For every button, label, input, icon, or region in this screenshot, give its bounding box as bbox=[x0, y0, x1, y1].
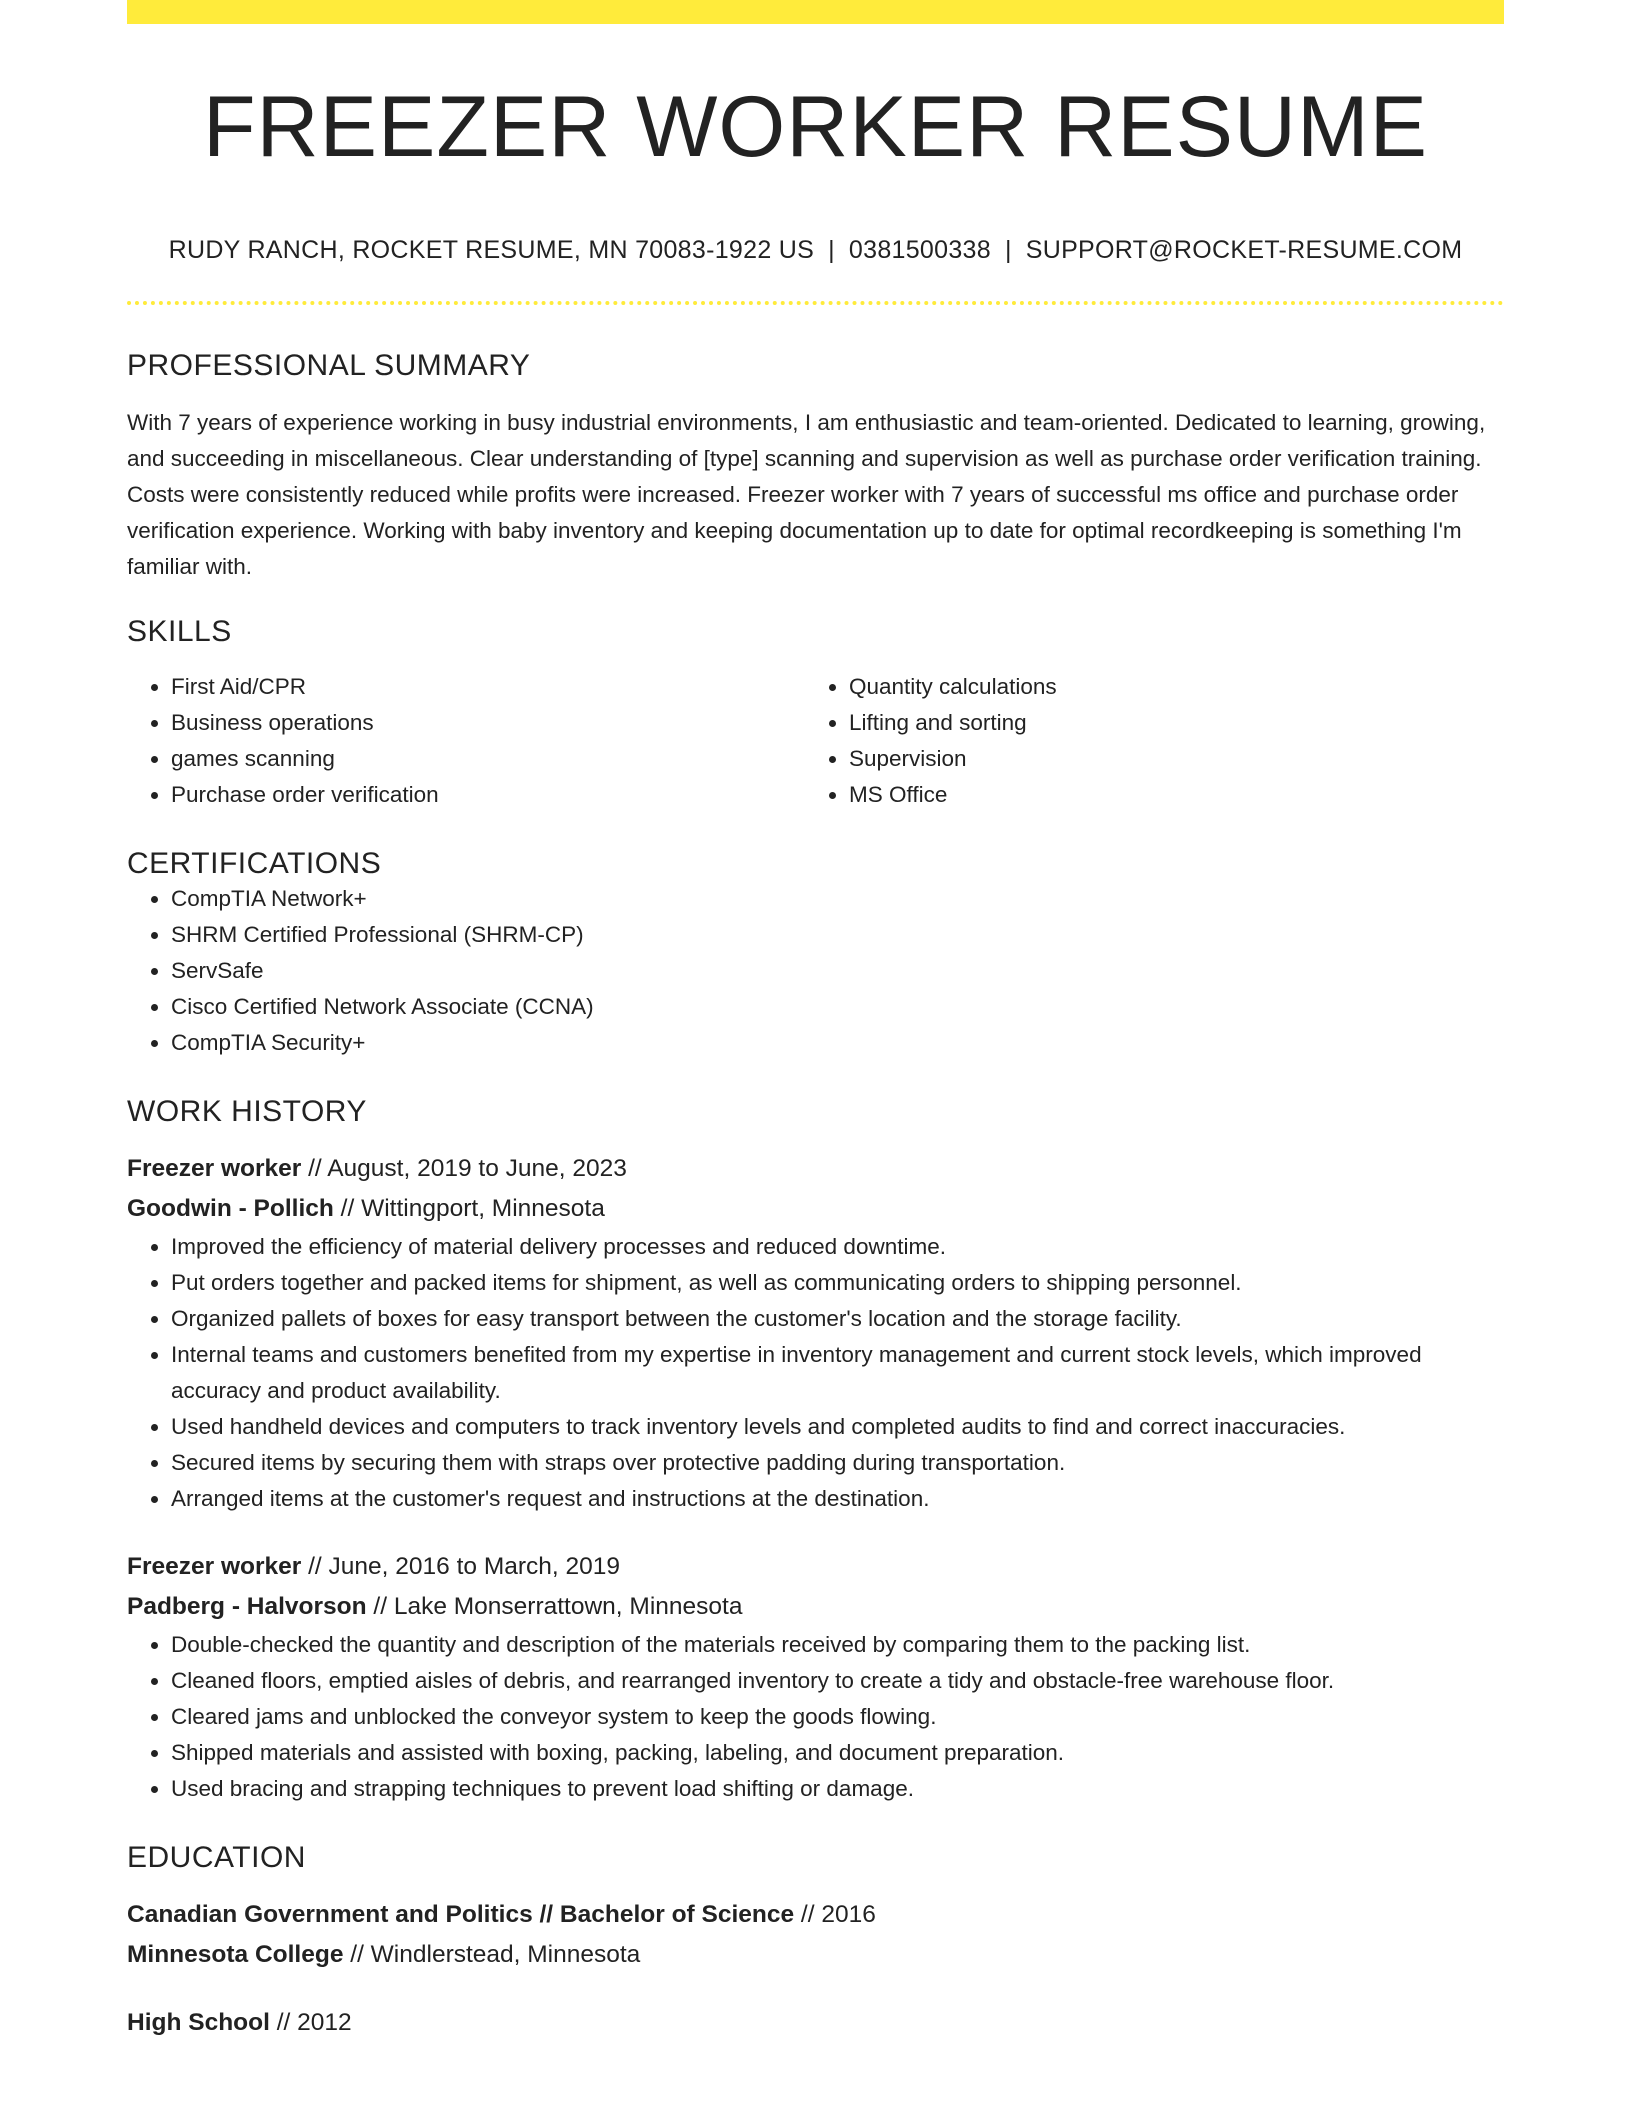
top-accent-bar bbox=[127, 0, 1504, 24]
job-duty: • Cleaned floors, emptied aisles of debris, and rearranged inventory to create a tidy and obstacle-free warehouse floor. bbox=[171, 1663, 1504, 1699]
certification-item: • Cisco Certified Network Associate (CCNA) bbox=[171, 989, 1504, 1025]
certification-item: • CompTIA Security+ bbox=[171, 1025, 1504, 1061]
education-degree-line bbox=[127, 2003, 1504, 2043]
job-duty: • Organized pallets of boxes for easy transport between the customer's location and the storage facility. bbox=[171, 1301, 1504, 1337]
job-duty: • Used bracing and strapping techniques to prevent load shifting or damage. bbox=[171, 1771, 1504, 1807]
job-entry bbox=[127, 1149, 1504, 1517]
certification-item: • SHRM Certified Professional (SHRM-CP) bbox=[171, 917, 1504, 953]
job-title: Freezer worker bbox=[127, 1155, 302, 1182]
contact-phone: 0381500338 bbox=[848, 236, 991, 264]
skills-right-column bbox=[805, 669, 1483, 813]
job-company-line bbox=[127, 1189, 1504, 1229]
education-degree-line bbox=[127, 1895, 1504, 1935]
skill-item: • Supervision bbox=[849, 741, 1483, 777]
contact-line bbox=[127, 236, 1504, 265]
education-entry bbox=[127, 1895, 1504, 1975]
education-year: // 2016 bbox=[794, 1901, 876, 1928]
job-location: // Lake Monserrattown, Minnesota bbox=[366, 1593, 743, 1620]
summary-heading: PROFESSIONAL SUMMARY bbox=[127, 349, 531, 382]
skill-item: • Purchase order verification bbox=[171, 777, 805, 813]
education-school-line bbox=[127, 1935, 1504, 1975]
contact-address: RUDY RANCH, ROCKET RESUME, MN 70083-1922 US bbox=[168, 236, 815, 264]
job-duty: • Double-checked the quantity and description of the materials received by comparing them to the packing list. bbox=[171, 1627, 1504, 1663]
job-title: Freezer worker bbox=[127, 1553, 302, 1580]
job-title-line bbox=[127, 1547, 1504, 1587]
job-location: // Wittingport, Minnesota bbox=[333, 1195, 605, 1222]
certification-item: • CompTIA Network+ bbox=[171, 881, 1504, 917]
education-heading: EDUCATION bbox=[127, 1841, 306, 1874]
education-degree: Canadian Government and Politics // Bachelor of Science bbox=[127, 1901, 795, 1928]
job-dates: // August, 2019 to June, 2023 bbox=[301, 1155, 627, 1182]
job-title-line bbox=[127, 1149, 1504, 1189]
job-duty: • Cleared jams and unblocked the conveyor system to keep the goods flowing. bbox=[171, 1699, 1504, 1735]
certifications-heading: CERTIFICATIONS bbox=[127, 847, 382, 880]
skill-item: • Lifting and sorting bbox=[849, 705, 1483, 741]
job-duty: • Arranged items at the customer's request and instructions at the destination. bbox=[171, 1481, 1504, 1517]
job-duty: • Put orders together and packed items for shipment, as well as communicating orders to shipping personnel. bbox=[171, 1265, 1504, 1301]
skill-item: • Business operations bbox=[171, 705, 805, 741]
education-school: Minnesota College bbox=[127, 1941, 344, 1968]
resume-page bbox=[127, 0, 1504, 2043]
skills-grid bbox=[127, 669, 1504, 813]
contact-separator: | bbox=[1004, 236, 1012, 264]
education-year: // 2012 bbox=[269, 2009, 352, 2036]
job-duties-list bbox=[127, 1229, 1504, 1517]
skill-item: • games scanning bbox=[171, 741, 805, 777]
job-company: Padberg - Halvorson bbox=[127, 1593, 367, 1620]
skills-heading: SKILLS bbox=[127, 615, 232, 648]
education-location: // Windlerstead, Minnesota bbox=[343, 1941, 641, 1968]
job-duties-list bbox=[127, 1627, 1504, 1807]
skills-left-column bbox=[127, 669, 805, 813]
job-duty: • Shipped materials and assisted with boxing, packing, labeling, and document preparation. bbox=[171, 1735, 1504, 1771]
summary-text: With 7 years of experience working in busy industrial environments, I am enthusiastic and team-oriented. Dedicated to learning, growing, and succeeding in miscellaneous. Clear understanding of [type] scanning and supervision as well as purchase order verification training. Costs were consistently reduced while profits were increased. Freezer worker with 7 years of successful ms office and purchase order verification experience. Working with baby inventory and keeping documentation up to date for optimal recordkeeping is something I'm familiar with. bbox=[127, 410, 1486, 579]
contact-email: SUPPORT@ROCKET-RESUME.COM bbox=[1025, 236, 1463, 264]
dotted-divider bbox=[127, 301, 1504, 305]
education-degree: High School bbox=[127, 2009, 270, 2036]
certification-item: • ServSafe bbox=[171, 953, 1504, 989]
skill-item: • MS Office bbox=[849, 777, 1483, 813]
contact-separator: | bbox=[828, 236, 835, 264]
job-duty: • Internal teams and customers benefited from my expertise in inventory management and current stock levels, which improved accuracy and product availability. bbox=[171, 1337, 1504, 1409]
job-duty: • Secured items by securing them with straps over protective padding during transportation. bbox=[171, 1445, 1504, 1481]
certifications-list bbox=[127, 881, 1504, 1061]
job-entry bbox=[127, 1547, 1504, 1807]
job-duty: • Improved the efficiency of material delivery processes and reduced downtime. bbox=[171, 1229, 1504, 1265]
job-dates: // June, 2016 to March, 2019 bbox=[301, 1553, 621, 1580]
skill-item: • Quantity calculations bbox=[849, 669, 1483, 705]
resume-title: FREEZER WORKER RESUME bbox=[202, 79, 1429, 175]
job-company: Goodwin - Pollich bbox=[127, 1195, 334, 1222]
skill-item: • First Aid/CPR bbox=[171, 669, 805, 705]
education-entry bbox=[127, 2003, 1504, 2043]
job-company-line bbox=[127, 1587, 1504, 1627]
work-history-heading: WORK HISTORY bbox=[127, 1095, 367, 1128]
job-duty: • Used handheld devices and computers to track inventory levels and completed audits to find and correct inaccuracies. bbox=[171, 1409, 1504, 1445]
